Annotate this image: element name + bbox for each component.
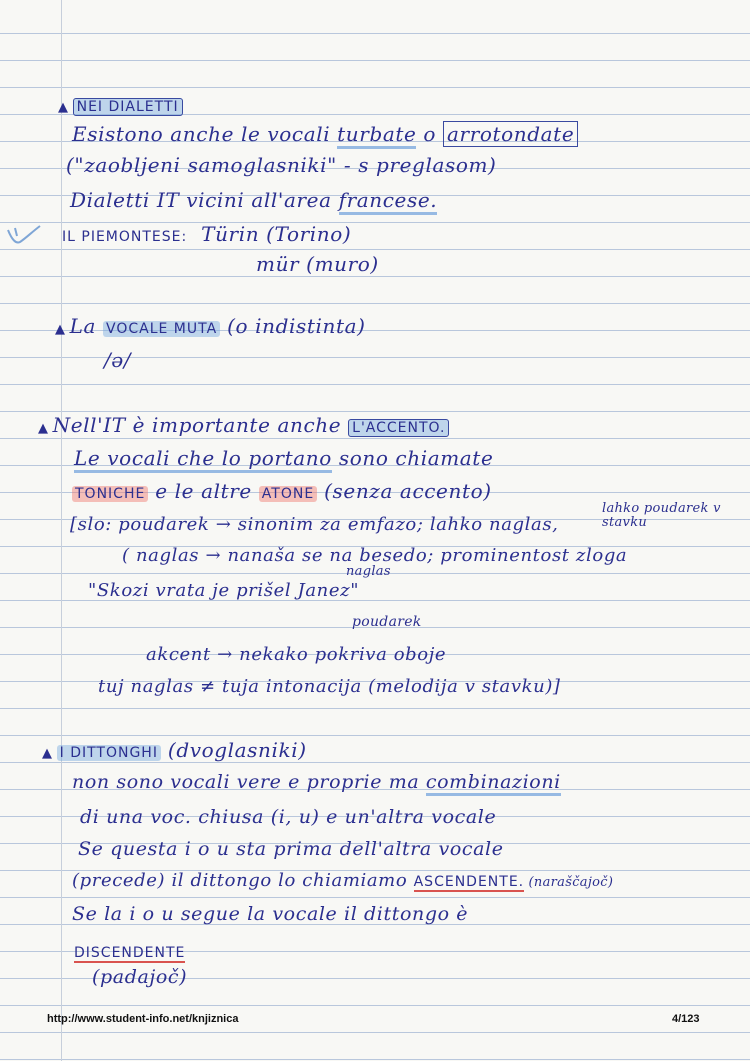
section2-line1: ▲ La VOCALE MUTA (o indistinta)	[55, 314, 366, 338]
section3-line7: akcent → nekako pokriva oboje	[146, 644, 447, 665]
section2-line2: /ə/	[104, 348, 132, 372]
section4-line1: ▲ I DITTONGHI (dvoglasniki)	[42, 738, 307, 762]
section1-heading: ▲ NEI DIALETTI	[58, 92, 183, 116]
section4-line5: (precede) il dittongo lo chiamiamo ASCENDENTE. (naraščajoč)	[72, 870, 614, 891]
section4-line4: Se questa i o u sta prima dell'altra vocale	[78, 838, 504, 860]
bullet-triangle-icon: ▲	[42, 746, 53, 761]
section4-line6: Se la i o u segue la vocale il dittongo è	[72, 903, 469, 925]
section1-line1: Esistono anche le vocali turbate o arrotondate	[72, 122, 578, 146]
footer-page-number: 4/123	[672, 1013, 700, 1025]
footer-url[interactable]: http://www.student-info.net/knjiznica	[47, 1013, 239, 1025]
bullet-triangle-icon: ▲	[58, 100, 69, 115]
section4-line7: DISCENDENTE	[74, 945, 186, 961]
section3-line1: ▲ Nell'IT è importante anche L'ACCENTO.	[38, 413, 449, 437]
section3-note-poudarek: poudarek	[352, 614, 422, 630]
section1-line5: mür (muro)	[256, 252, 379, 276]
margin-check-mark	[6, 224, 42, 246]
section3-line2: Le vocali che lo portano sono chiamate	[74, 446, 493, 470]
section3-line8: tuj naglas ≠ tuja intonacija (melodija v stavku)]	[98, 676, 561, 697]
section4-line8: (padajoč)	[92, 966, 188, 988]
section3-line3: TONICHE e le altre ATONE (senza accento)	[72, 479, 492, 503]
bullet-triangle-icon: ▲	[55, 322, 66, 337]
section1-line3: Dialetti IT vicini all'area francese.	[70, 188, 437, 212]
bullet-triangle-icon: ▲	[38, 421, 49, 436]
section3-note-naglas: naglas	[346, 564, 391, 579]
section4-line3: di una voc. chiusa (i, u) e un'altra vocale	[80, 806, 497, 828]
section4-line2: non sono vocali vere e proprie ma combinazioni	[72, 771, 561, 793]
section3-line4: [slo: poudarek → sinonim za emfazo; lahko naglas,	[70, 514, 559, 535]
margin-line	[61, 0, 62, 1061]
section1-line4: IL PIEMONTESE: Türin (Torino)	[62, 222, 352, 246]
section3-line5: ( naglas → nanaša se na besedo; prominentost zloga	[122, 545, 628, 566]
section3-line6: "Skozi vrata je prišel Janez"	[88, 580, 360, 601]
section3-note-stavku: lahko poudarek v stavku	[602, 501, 721, 530]
section1-line2: ("zaobljeni samoglasniki" - s preglasom)	[66, 153, 497, 177]
